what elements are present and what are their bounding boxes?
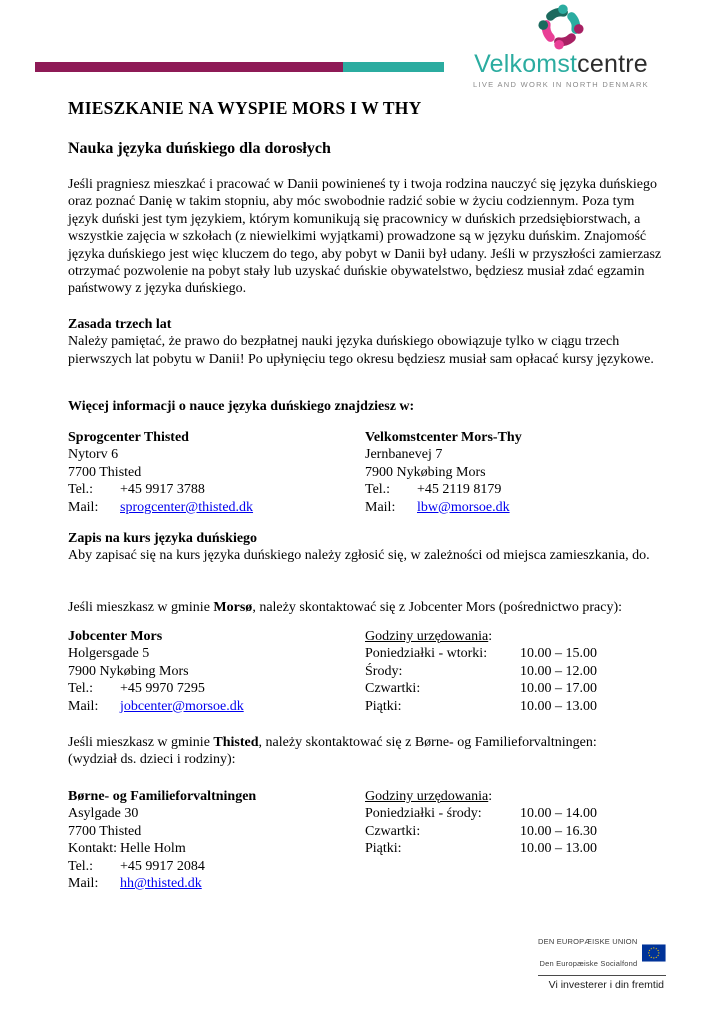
tel-label: Tel.: (68, 681, 94, 697)
email-link-jobcenter[interactable]: jobcenter@morsoe.dk (120, 698, 244, 714)
tel-number: +45 9917 2084 (120, 858, 205, 874)
page-title: MIESZKANIE NA WYSPIE MORS I W THY (68, 98, 422, 118)
center-name: Sprogcenter Thisted (68, 430, 189, 445)
thisted-line-post2: (wydział ds. dzieci i rodziny): (68, 752, 236, 768)
center-address-line: Nytorv 6 (68, 447, 119, 463)
mail-label: Mail: (68, 499, 99, 515)
three-year-rule-section (68, 316, 662, 368)
kontakt-person: Helle Holm (120, 841, 186, 857)
header-divider-bar (35, 62, 444, 72)
morso-line-pre: Jeśli mieszkasz w gminie (68, 600, 214, 615)
office-hours-row (365, 680, 662, 697)
three-year-rule-body: Należy pamiętać, że prawo do bezpłatnej nauki języka duńskiego obowiązuje tylko w ciągu trzech pierwszych lat pobytu w Danii! Po upłynięciu tego okresu będziesz musiał sam opłacać kursy językowe. (68, 334, 654, 367)
office-hours-day: Poniedziałki - środy: (365, 806, 482, 822)
email-link-family[interactable]: hh@thisted.dk (120, 876, 202, 892)
tel-number: +45 2119 8179 (417, 482, 502, 498)
center-address-line: 7700 Thisted (68, 823, 142, 839)
office-hours-row (365, 805, 662, 822)
email-link-velkomstcenter[interactable]: lbw@morsoe.dk (417, 499, 510, 515)
logo-wordmark-centre: centre (577, 50, 648, 78)
office-hours-time: 10.00 – 14.00 (520, 806, 597, 822)
office-hours-row (365, 840, 662, 857)
kontakt-label: Kontakt: (68, 841, 117, 857)
office-hours-heading: Godziny urzędowania: (365, 629, 493, 644)
office-hours-row (365, 645, 662, 662)
tel-label: Tel.: (68, 858, 94, 874)
morso-instruction-line (68, 599, 662, 616)
email-link-sprogcenter[interactable]: sprogcenter@thisted.dk (120, 499, 254, 515)
center-name: Børne- og Familieforvaltningen (68, 789, 257, 804)
sprogcenter-thisted-card (68, 429, 365, 516)
center-address-line: Holgersgade 5 (68, 646, 150, 662)
center-address-line: 7700 Thisted (68, 464, 142, 480)
jobcenter-mors-card (68, 628, 365, 715)
office-hours-row (365, 663, 662, 680)
center-name: Jobcenter Mors (68, 629, 163, 644)
thisted-instruction-line (68, 734, 662, 769)
office-hours-day: Środy: (365, 663, 403, 679)
office-hours-row (365, 698, 662, 715)
eu-union-label: DEN EUROPÆISKE UNION (538, 937, 638, 946)
logo-wordmark-velkomst: Velkomst (474, 50, 578, 78)
jobcenter-office-hours (365, 628, 662, 715)
center-name: Velkomstcenter Mors-Thy (365, 430, 522, 445)
center-address-line: 7900 Nykøbing Mors (68, 663, 189, 679)
velkomstcentre-people-pinwheel-icon (537, 3, 585, 51)
eu-footer-texts (538, 936, 642, 970)
three-year-rule-heading: Zasada trzech lat (68, 317, 172, 332)
eu-flag-icon (642, 936, 666, 970)
family-office-hours (365, 788, 662, 892)
office-hours-day: Czwartki: (365, 681, 421, 697)
enrollment-heading: Zapis na kurs języka duńskiego (68, 531, 258, 546)
velkomstcentre-logo (452, 3, 670, 89)
eu-social-fund-footer (538, 936, 666, 991)
center-address-line: 7900 Nykøbing Mors (365, 464, 486, 480)
thisted-line-bold: Thisted (213, 735, 259, 750)
logo-tagline: LIVE AND WORK IN NORTH DENMARK (473, 80, 649, 89)
thisted-line-pre: Jeśli mieszkasz w gminie (68, 735, 214, 750)
jobcenter-mors-block (68, 628, 662, 715)
center-address-line: Jernbanevej 7 (365, 447, 443, 463)
language-centers-block (68, 429, 662, 516)
tel-number: +45 9917 3788 (120, 482, 205, 498)
office-hours-day: Poniedziałki - wtorki: (365, 646, 488, 662)
mail-label: Mail: (68, 698, 99, 714)
office-hours-time: 10.00 – 13.00 (520, 698, 597, 714)
office-hours-day: Piątki: (365, 841, 402, 857)
office-hours-heading: Godziny urzędowania: (365, 789, 493, 804)
tel-label: Tel.: (68, 482, 94, 498)
center-address-line: Asylgade 30 (68, 806, 139, 822)
office-hours-time: 10.00 – 16.30 (520, 823, 597, 839)
tel-label: Tel.: (365, 482, 391, 498)
more-info-heading: Więcej informacji o nauce języka duńskiego znajdziesz w: (68, 399, 415, 414)
morso-line-post: , należy skontaktować się z Jobcenter Mors (pośrednictwo pracy): (252, 600, 623, 615)
office-hours-time: 10.00 – 15.00 (520, 646, 597, 662)
enrollment-section (68, 530, 662, 565)
header-bar-maroon-segment (35, 62, 343, 72)
eu-social-fund-label: Den Europæiske Socialfond (539, 959, 638, 968)
family-administration-block (68, 788, 662, 892)
borne-og-familieforvaltningen-card (68, 788, 365, 892)
office-hours-time: 10.00 – 17.00 (520, 681, 597, 697)
intro-paragraph: Jeśli pragniesz mieszkać i pracować w Danii powinieneś ty i twoja rodzina nauczyć się języka duńskiego oraz poznać Danię w takim stopniu, aby móc swobodnie radzić sobie w życiu codziennym. Poza tym język duński jest tym językiem, którym komunikują się pracownicy w duńskich przedsiębiorstwach, a wszystkie zajęcia w szkołach (z niewielkimi wyjątkami) prowadzone są w języku duńskim. Znajomość języka duńskiego jest więc kluczem do tego, aby pobyt w Danii był udany. Jeśli w przyszłości zamierzasz otrzymać pozwolenie na pobyt stały lub uzyskać duńskie obywatelstwo, będziesz musiał zdać egzamin państwowy z języka duńskiego. (68, 177, 662, 297)
logo-wordmark (452, 51, 670, 77)
header-bar-teal-segment (343, 62, 444, 72)
velkomstcenter-mors-thy-card (365, 429, 662, 516)
office-hours-day: Piątki: (365, 698, 402, 714)
office-hours-row (365, 823, 662, 840)
footer-divider-line (538, 975, 666, 976)
page-subtitle: Nauka języka duńskiego dla dorosłych (68, 140, 331, 157)
enrollment-body: Aby zapisać się na kurs języka duńskiego należy zgłosić się, w zależności od miejsca zamieszkania, do. (68, 548, 650, 564)
morso-line-bold: Morsø (213, 600, 253, 615)
eu-footer-tagline: Vi investerer i din fremtid (548, 979, 664, 991)
office-hours-time: 10.00 – 13.00 (520, 841, 597, 857)
tel-number: +45 9970 7295 (120, 681, 205, 697)
thisted-line-post: , należy skontaktować się z Børne- og Familieforvaltningen: (258, 735, 597, 750)
office-hours-day: Czwartki: (365, 823, 421, 839)
office-hours-time: 10.00 – 12.00 (520, 663, 597, 679)
mail-label: Mail: (68, 876, 99, 892)
mail-label: Mail: (365, 499, 396, 515)
